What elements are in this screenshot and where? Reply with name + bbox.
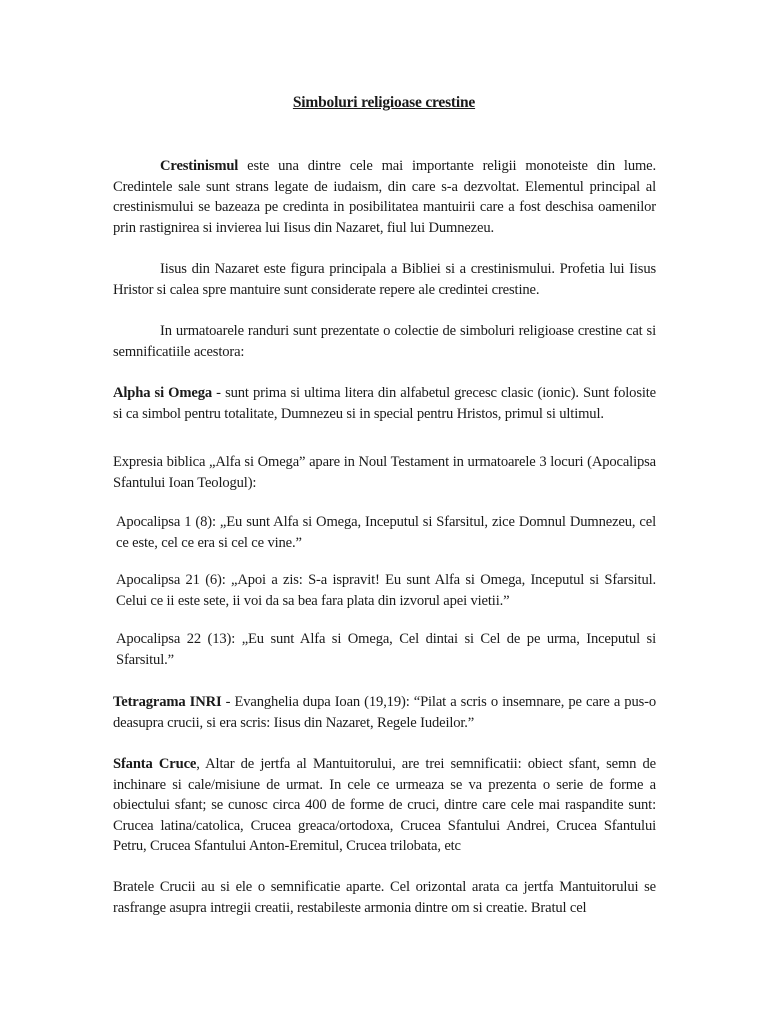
alpha-omega-text: - sunt prima si ultima litera din alfabetul grecesc clasic (ionic). Sunt folosite si ca simbol pentru totalitate, Dumnezeu si in special pentru Hristos, primul si ultimul. <box>113 385 656 422</box>
cross-paragraph <box>113 754 656 857</box>
quote-apocalipsa-1: Apocalipsa 1 (8): „Eu sunt Alfa si Omega, Inceputul si Sfarsitul, zice Domnul Dumnezeu, cel ce este, cel ce era si cel ce vine.” <box>116 514 656 551</box>
cross-arms-paragraph: Bratele Crucii au si ele o semnificatie aparte. Cel orizontal arata ca jertfa Mantuitorului se rasfrange asupra intregii creatii, restabileste armonia dintre om si creatie. Bratul cel <box>113 879 656 916</box>
intro-paragraph <box>113 156 656 238</box>
alpha-omega-term: Alpha si Omega <box>113 385 212 401</box>
cross-text: , Altar de jertfa al Mantuitorului, are trei semnificatii: obiect sfant, semn de inchinare si cale/misiune de urmat. In cele ce urmeaza se va prezenta o serie de forme a obiectului sfant; se cunosc circa 400 de forme de cruci, dintre care cele mai raspandite sunt: Crucea latina/catolica, Crucea greaca/ortodoxa, Crucea Sfantului Andrei, Crucea Sfantului Petru, Crucea Sfantului Anton-Eremitul, Crucea trilobata, etc <box>113 756 657 854</box>
quote-apocalipsa-22: Apocalipsa 22 (13): „Eu sunt Alfa si Omega, Cel dintai si Cel de pe urma, Inceputul si Sfarsitul.” <box>116 631 656 668</box>
jesus-paragraph: Iisus din Nazaret este figura principala a Bibliei si a crestinismului. Profetia lui Iisus Hristor si calea spre mantuire sunt considerate repere ale credintei crestine. <box>113 261 656 298</box>
document-title: Simboluri religioase crestine <box>292 94 476 111</box>
expression-paragraph: Expresia biblica „Alfa si Omega” apare in Noul Testament in urmatoarele 3 locuri (Apocalipsa Sfantului Ioan Teologul): <box>113 454 656 491</box>
collection-paragraph: In urmatoarele randuri sunt prezentate o colectie de simboluri religioase crestine cat si semnificatiile acestora: <box>113 323 656 360</box>
inri-paragraph <box>113 692 656 733</box>
inri-term: Tetragrama INRI <box>113 694 222 710</box>
inri-text: - Evanghelia dupa Ioan (19,19): “Pilat a scris o insemnare, pe care a pus-o deasupra crucii, si era scris: Iisus din Nazaret, Regele Iudeilor.” <box>113 694 656 731</box>
cross-term: Sfanta Cruce <box>113 756 197 772</box>
intro-term: Crestinismul <box>160 158 239 174</box>
alpha-omega-paragraph <box>113 383 656 424</box>
quote-apocalipsa-21: Apocalipsa 21 (6): „Apoi a zis: S-a ispravit! Eu sunt Alfa si Omega, Inceputul si Sfarsitul. Celui ce ii este sete, ii voi da sa bea fara plata din izvorul apei vietii.” <box>116 572 656 609</box>
intro-text: este una dintre cele mai importante religii monoteiste din lume. Credintele sale sunt strans legate de iudaism, din care s-a dezvoltat. Elementul principal al crestinismului se bazeaza pe credinta in posibilitatea mantuirii care a fost deschisa oamenilor prin rastignirea si invierea lui Iisus din Nazaret, fiul lui Dumnezeu. <box>113 158 656 236</box>
